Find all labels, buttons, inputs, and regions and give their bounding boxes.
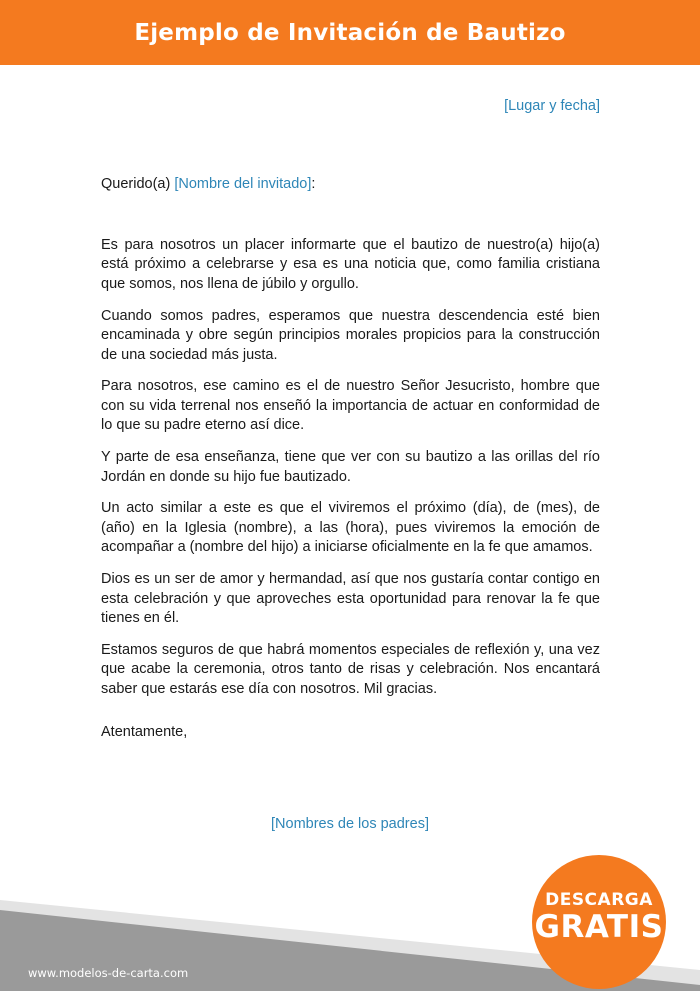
paragraph: Y parte de esa enseñanza, tiene que ver con su bautizo a las orillas del río Jordán en donde su hijo fue bautizado. [101, 449, 600, 485]
greeting-suffix: : [311, 176, 316, 192]
badge-line1: DESCARGA [545, 890, 653, 910]
footer-url[interactable]: www.modelos-de-carta.com [28, 966, 189, 980]
badge-line2: GRATIS [534, 909, 664, 945]
closing: Atentamente, [101, 724, 188, 740]
paragraph: Dios es un ser de amor y hermandad, así que nos gustaría contar contigo en esta celebración y que aproveches esta oportunidad para renovar la fe que tienes en él. [101, 571, 600, 626]
paragraph: Es para nosotros un placer informarte que el bautizo de nuestro(a) hijo(a) está próximo a celebrarse y esa es una noticia que, como familia cristiana que somos, nos llena de júbilo y orgullo. [101, 237, 600, 292]
paragraph: Cuando somos padres, esperamos que nuestra descendencia esté bien encaminada y obre según principios morales propicios para la construcción de una sociedad más justa. [101, 307, 600, 363]
greeting [101, 176, 315, 192]
place-date-placeholder: [Lugar y fecha] [504, 98, 600, 114]
signature-placeholder: [Nombres de los padres] [271, 816, 429, 832]
header-banner [0, 0, 700, 65]
paragraph: Estamos seguros de que habrá momentos especiales de reflexión y, una vez que acabe la ceremonia, otros tanto de risas y celebración. Nos encantará saber que estarás ese día con nosotros. Mil gracias. [101, 641, 600, 697]
download-free-badge[interactable] [532, 855, 666, 989]
page-title: Ejemplo de Invitación de Bautizo [134, 19, 566, 46]
paragraph: Para nosotros, ese camino es el de nuestro Señor Jesucristo, hombre que con su vida terrenal nos enseñó la importancia de actuar en conformidad de lo que su padre eterno así dice. [101, 378, 600, 434]
paragraph: Un acto similar a este es que el viviremos el próximo (día), de (mes), de (año) en la Iglesia (nombre), a las (hora), pues viviremos la emoción de acompañar a (nombre del hijo) a iniciarse oficialmente en la fe que amamos. [101, 500, 600, 556]
invitee-name-placeholder: [Nombre del invitado] [174, 176, 312, 192]
letter-body [101, 236, 600, 712]
greeting-prefix: Querido(a) [101, 176, 175, 192]
